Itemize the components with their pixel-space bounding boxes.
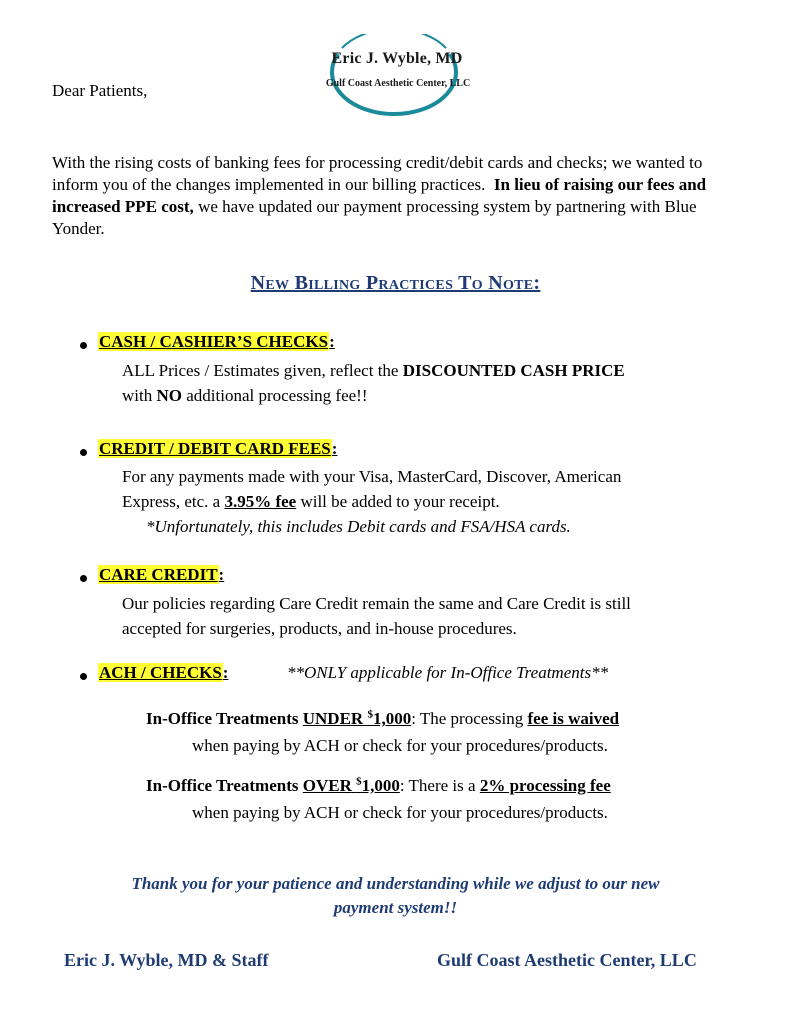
ach-over-emph: 2% processing fee: [479, 776, 611, 795]
bullet-dot: [80, 342, 87, 349]
cash-heading: [98, 332, 335, 352]
intro-text-2: we have updated our payment processing system by partnering with Blue Yonder.: [52, 197, 697, 238]
logo-subtitle: Gulf Coast Aesthetic Center, LLC: [325, 78, 471, 89]
cash-line1-text: ALL Prices / Estimates given, reflect the: [122, 361, 399, 380]
cash-colon: :: [329, 332, 335, 351]
logo-name: Eric J. Wyble, MD: [331, 50, 463, 67]
credit-line2-text: Express, etc. a: [122, 492, 221, 511]
cash-line2-bold: NO: [156, 386, 182, 405]
ach-note: **ONLY applicable for In-Office Treatments**: [287, 663, 609, 682]
logo: [300, 34, 490, 134]
greeting: Dear Patients,: [52, 81, 148, 100]
credit-label: CREDIT / DEBIT CARD FEES: [99, 439, 331, 458]
ach-under-emph: fee is waived: [527, 709, 620, 728]
cash-label: CASH / CASHIER’S CHECKS: [99, 332, 329, 351]
ach-under-prefix: In-Office Treatments: [146, 709, 299, 728]
credit-line2-end: will be added to your receipt.: [300, 492, 500, 511]
credit-heading: [98, 439, 337, 459]
ach-over-mid: : There is a: [399, 776, 476, 795]
ach-under-dollar: $: [367, 708, 373, 721]
cash-line2-text: with: [122, 386, 153, 405]
intro-bold: In lieu of raising our fees and increased PPE cost,: [52, 175, 707, 216]
ach-over-amount: [303, 776, 400, 795]
cash-line1-bold: DISCOUNTED CASH PRICE: [402, 361, 625, 380]
thanks-line1: Thank you for your patience and understanding while we adjust to our new: [131, 874, 660, 893]
ach-under-value: 1,000: [372, 709, 412, 728]
credit-note: *Unfortunately, this includes Debit cards and FSA/HSA cards.: [146, 517, 571, 536]
care-line2: accepted for surgeries, products, and in-house procedures.: [122, 619, 517, 638]
bullet-dot: [80, 575, 87, 582]
ach-colon: :: [222, 663, 229, 682]
ach-under-amount: [303, 709, 411, 728]
signature-left: Eric J. Wyble, MD & Staff: [64, 950, 269, 970]
cash-body: [122, 358, 625, 408]
intro-text-1: With the rising costs of banking fees for processing credit/debit cards and checks; we wanted to inform you of the changes implemented in our billing practices.: [52, 153, 703, 194]
care-colon: :: [218, 565, 225, 584]
ach-under-keyword: UNDER: [302, 709, 364, 728]
bullet-dot: [80, 449, 87, 456]
care-line1: Our policies regarding Care Credit remain the same and Care Credit is still: [122, 594, 631, 613]
thanks-line2: payment system!!: [333, 898, 458, 917]
ach-label: ACH / CHECKS: [99, 663, 222, 682]
ach-over-keyword: OVER: [302, 776, 352, 795]
ach-over-prefix: In-Office Treatments: [146, 776, 299, 795]
thank-you-note: [0, 872, 791, 920]
credit-line1: For any payments made with your Visa, MasterCard, Discover, American: [122, 467, 622, 486]
page-heading: New Billing Practices To Note:: [250, 272, 541, 294]
cash-line2-end: additional processing fee!!: [186, 386, 368, 405]
ach-under-line1: [146, 706, 619, 731]
ach-under-mid: : The processing: [411, 709, 524, 728]
credit-colon: :: [331, 439, 338, 458]
ach-over-line2: when paying by ACH or check for your procedures/products.: [192, 803, 608, 822]
care-heading: [98, 565, 224, 585]
ach-over-value: 1,000: [361, 776, 400, 795]
ach-over-line1: [146, 773, 611, 798]
intro-paragraph: [52, 152, 752, 240]
credit-fee: 3.95% fee: [224, 492, 297, 511]
ach-under-line2: when paying by ACH or check for your procedures/products.: [192, 736, 608, 755]
signature-right: Gulf Coast Aesthetic Center, LLC: [437, 950, 697, 970]
care-label: CARE CREDIT: [99, 565, 218, 584]
credit-body: [122, 464, 621, 539]
ach-heading: [98, 663, 228, 683]
bullet-dot: [80, 673, 87, 680]
care-body: [122, 591, 631, 641]
ach-over-dollar: $: [356, 775, 362, 788]
